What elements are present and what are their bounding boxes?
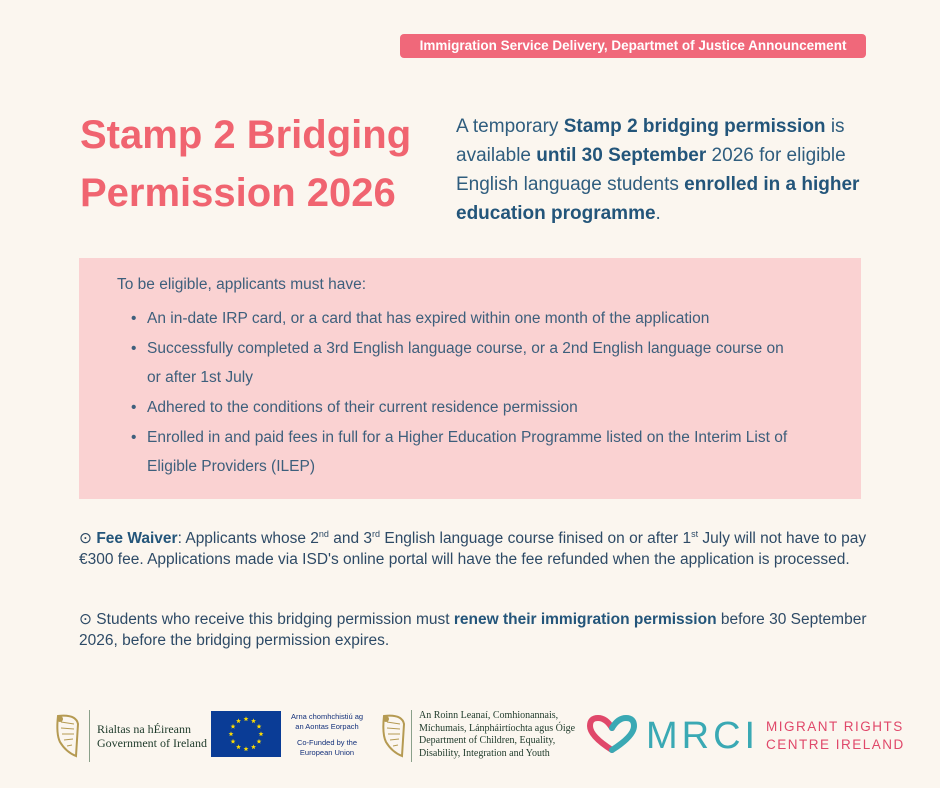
intro-text-3: 2026 for eligible English language students	[456, 145, 846, 195]
gov-line-2: Government of Ireland	[97, 736, 207, 750]
renew-text-2: before 30 September 2026, before the bridging permission expires.	[79, 611, 867, 649]
eligibility-item	[131, 334, 787, 392]
intro-text	[456, 112, 866, 228]
dept-line-2: Míchumais, Lánpháirtíochta agus Óige	[419, 722, 576, 734]
divider	[89, 710, 90, 762]
eu-text-english	[287, 738, 367, 757]
intro-text-4: .	[655, 203, 661, 224]
intro-bold-1: Stamp 2 bridging permission	[563, 116, 826, 137]
fee-text-2: and 3	[328, 530, 373, 547]
intro-text-1: A temporary	[456, 116, 564, 137]
mrci-line-1: MIGRANT RIGHTS	[766, 719, 904, 734]
eligibility-item-text: Successfully completed a 3rd English language course, or a 2nd English language course on or after 1st July	[147, 340, 784, 386]
harp-icon	[378, 712, 408, 760]
dept-line-1: An Roinn Leanaí, Comhionannais,	[419, 710, 559, 721]
title-line-2: Permission 2026	[80, 171, 396, 215]
fee-sup-3: st	[691, 528, 699, 539]
fee-sup-2: rd	[372, 528, 381, 539]
bullet-icon: •	[131, 399, 137, 416]
gov-line-1: Rialtas na hÉireann	[97, 722, 191, 736]
eu-text-irish	[287, 712, 367, 731]
eu-flag-icon	[211, 711, 281, 757]
title-line-1: Stamp 2 Bridging	[80, 113, 412, 157]
mrci-line-2: CENTRE IRELAND	[766, 737, 905, 752]
eu-line-3: Co-Funded by the	[296, 738, 358, 747]
eligibility-list	[117, 304, 821, 481]
renew-note	[79, 609, 869, 651]
intro-bold-3: enrolled in a higher education programme	[456, 174, 860, 224]
department-text	[419, 710, 575, 760]
fee-text-1: : Applicants whose 2	[177, 530, 319, 547]
dept-line-3: Department of Children, Equality,	[419, 735, 556, 746]
gov-of-ireland-text	[97, 722, 207, 750]
harp-icon	[52, 712, 82, 760]
eligibility-item-text: Enrolled in and paid fees in full for a Higher Education Programme listed on the Interim List of Eligible Providers (ILEP)	[147, 429, 788, 475]
bullet-icon: •	[131, 310, 137, 327]
intro-text-2: is available	[456, 116, 845, 166]
eligibility-item	[131, 304, 821, 333]
eu-line-4: European Union	[299, 747, 355, 757]
info-circle-icon: ⊙	[79, 611, 92, 628]
fee-sup-1: nd	[318, 528, 329, 539]
renew-bold: renew their immigration permission	[453, 611, 717, 628]
eligibility-item	[131, 393, 821, 422]
fee-text-3: English language course finised on or after 1	[380, 530, 692, 547]
fee-waiver-label: Fee Waiver	[96, 530, 178, 547]
fee-waiver-note	[79, 528, 869, 570]
mrci-heart-logo	[584, 714, 642, 754]
info-circle-icon: ⊙	[79, 530, 92, 547]
fee-text-4: July will not have to pay €300 fee. Applications made via ISD's online portal will have the fee refunded when the application is processed.	[79, 530, 867, 568]
eligibility-lead: To be eligible, applicants must have:	[117, 276, 367, 293]
eu-line-1: Arna chomhchistiú ag	[290, 712, 364, 721]
footer-logos	[0, 700, 940, 770]
eu-line-2: an Aontas Eorpach	[295, 721, 359, 731]
eligibility-item	[131, 423, 827, 481]
bullet-icon: •	[131, 340, 137, 357]
announcement-badge: Immigration Service Delivery, Departmet of Justice Announcement	[400, 34, 866, 58]
page-title	[80, 106, 440, 222]
renew-text-1: Students who receive this bridging permission must	[92, 611, 454, 628]
dept-line-4: Disability, Integration and Youth	[419, 747, 550, 759]
eligibility-box	[79, 258, 861, 499]
bullet-icon: •	[131, 429, 137, 446]
divider	[411, 710, 412, 762]
mrci-name: MRCI	[646, 715, 760, 757]
intro-bold-2: until 30 September	[536, 145, 707, 166]
eligibility-item-text: Adhered to the conditions of their current residence permission	[147, 399, 578, 416]
eligibility-item-text: An in-date IRP card, or a card that has expired within one month of the application	[147, 310, 710, 327]
mrci-full-name	[766, 718, 905, 754]
